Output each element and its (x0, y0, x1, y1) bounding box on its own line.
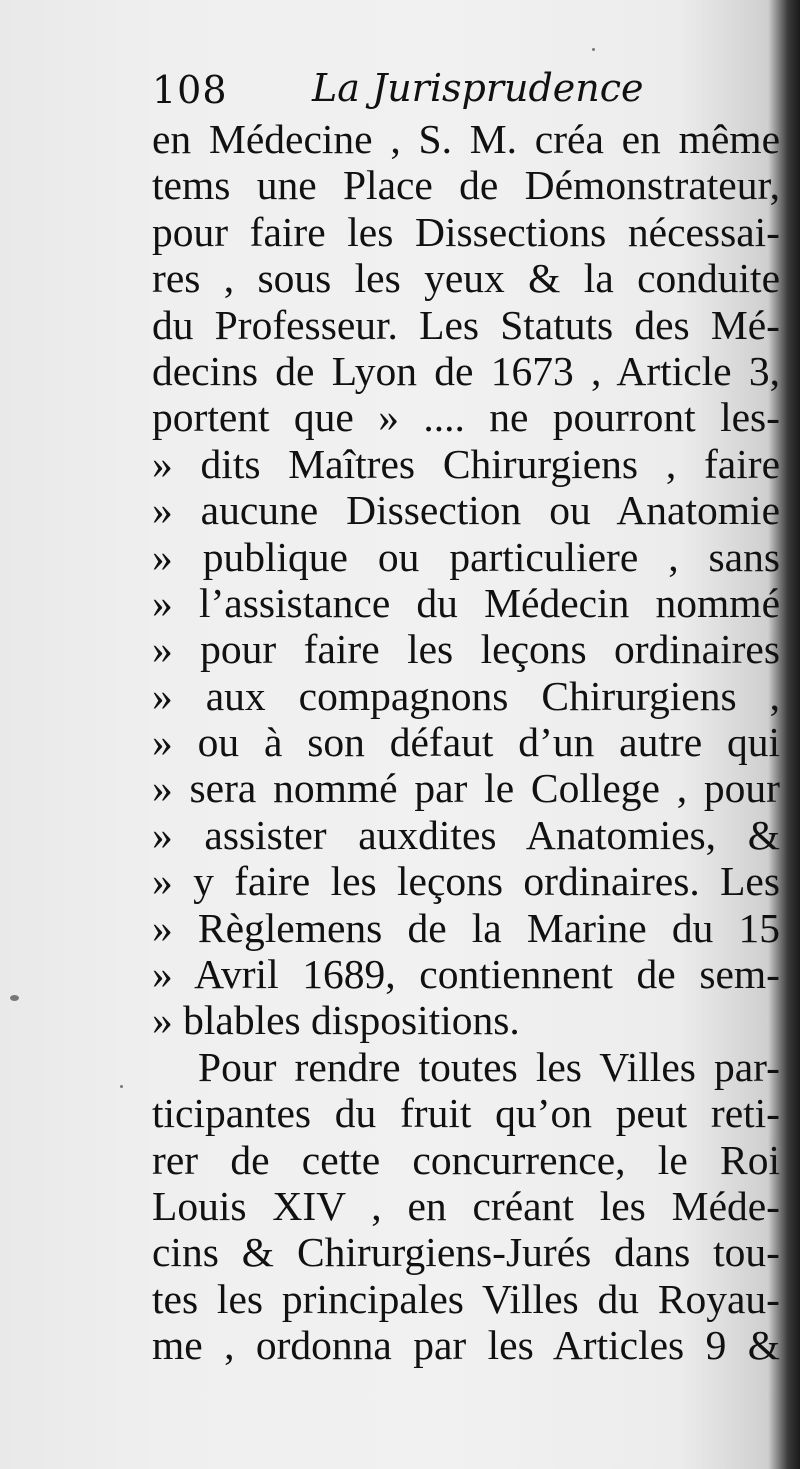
text-line: » pour faire les leçons ordinaires (152, 626, 780, 673)
text-line: Pour rendre toutes les Villes par- (198, 1043, 780, 1090)
text-line: » Avril 1689, contiennent de sem- (152, 951, 780, 998)
text-line: me , ordonna par les Articles 9 & (152, 1322, 780, 1369)
ink-speck (120, 1085, 123, 1088)
text-line: » y faire les leçons ordinaires. Les (152, 858, 780, 905)
text-line: decins de Lyon de 1673 , Article 3, (152, 347, 780, 394)
text-line: » assister auxdites Anatomies, & (152, 811, 780, 858)
ink-speck (10, 995, 19, 1001)
page-header (152, 62, 772, 122)
text-line: » publique ou particuliere , sans (152, 533, 780, 580)
body-text (152, 116, 780, 1369)
text-line: » Règlemens de la Marine du 15 (152, 904, 780, 951)
text-line: ticipantes du fruit qu’on peut reti- (152, 1090, 780, 1137)
ink-speck (592, 48, 595, 51)
text-line: » sera nommé par le College , pour (152, 765, 780, 812)
page-number: 108 (152, 68, 228, 112)
text-line: » blables dispositions. (152, 997, 520, 1044)
text-line: » dits Maîtres Chirurgiens , faire (152, 440, 780, 487)
text-line: tes les principales Villes du Royau- (152, 1275, 780, 1322)
text-line: » ou à son défaut d’un autre qui (152, 719, 780, 766)
text-line: tems une Place de Démonstrateur, (152, 162, 780, 209)
text-line: Louis XIV , en créant les Méde- (152, 1182, 780, 1229)
text-line: en Médecine , S. M. créa en même (152, 116, 780, 162)
text-line: portent que » .... ne pourront les- (152, 394, 780, 441)
text-line: pour faire les Dissections nécessai- (152, 208, 780, 255)
text-line: » aucune Dissection ou Anatomie (152, 487, 780, 534)
text-line: res , sous les yeux & la conduite (152, 255, 780, 302)
text-line: cins & Chirurgiens-Jurés dans tou- (152, 1229, 780, 1276)
text-line: rer de cette concurrence, le Roi (152, 1136, 780, 1183)
text-line: » aux compagnons Chirurgiens , (152, 672, 780, 719)
text-line: » l’assistance du Médecin nommé (152, 579, 780, 626)
running-title: La Jurisprudence (312, 66, 644, 110)
text-line: du Professeur. Les Statuts des Mé- (152, 301, 780, 348)
